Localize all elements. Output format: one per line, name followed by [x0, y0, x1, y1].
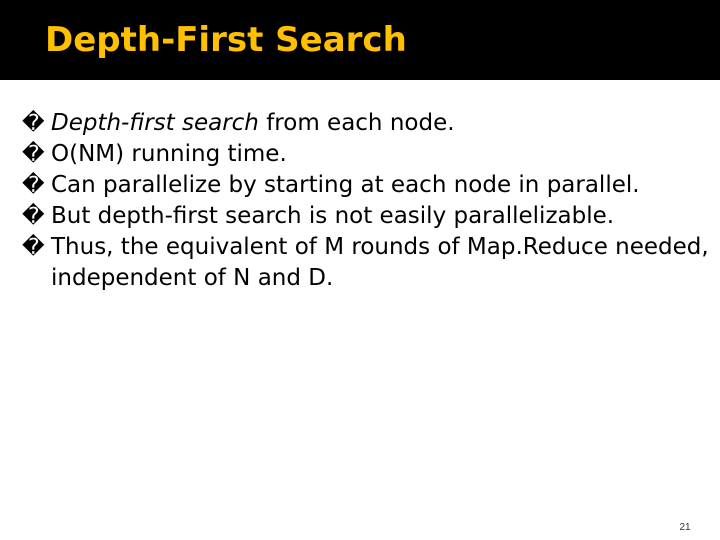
bullet-item-5 [22, 232, 712, 294]
bullet-item-4 [22, 201, 712, 232]
slide-title: Depth-First Search [45, 20, 407, 60]
bullet-item-2 [22, 139, 712, 170]
bullet-text: from each node. [258, 110, 455, 136]
bullet-text: Can parallelize by starting at each node in parallel. [51, 172, 640, 198]
bullet-item-3 [22, 170, 712, 201]
bullet-icon: � [22, 235, 45, 260]
bullet-icon: � [22, 142, 45, 167]
bullet-icon: � [22, 204, 45, 229]
bullet-text: But depth-first search is not easily parallelizable. [51, 203, 615, 229]
bullet-emphasis: Depth-first search [51, 110, 259, 136]
bullet-icon: � [22, 111, 45, 136]
bullet-item-1 [22, 108, 712, 139]
bullet-icon: � [22, 173, 45, 198]
bullet-text: O(NM) running time. [51, 141, 287, 167]
bullet-text: Thus, the equivalent of M rounds of Map.Reduce needed, independent of N and D. [51, 234, 709, 291]
slide-number: 21 [679, 522, 691, 533]
title-bar [0, 0, 720, 80]
bullet-list [22, 108, 712, 294]
